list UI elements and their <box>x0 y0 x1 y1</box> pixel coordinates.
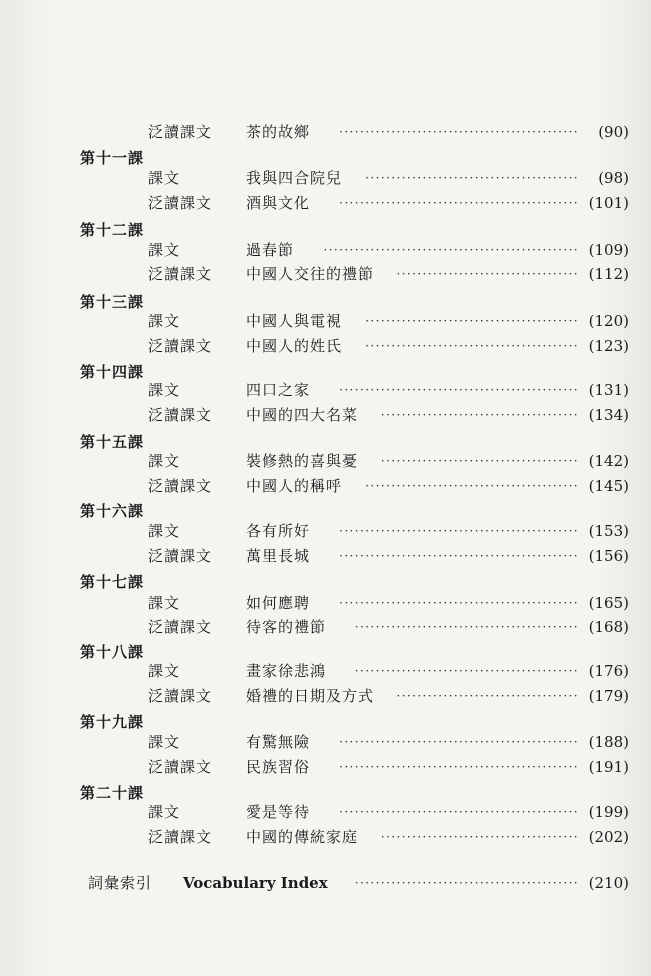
page-number: (176) <box>588 662 629 680</box>
leader-dots: ··········································· <box>354 876 579 890</box>
leader-dots: ·············································· <box>339 524 579 538</box>
leader-dots: ·············································· <box>339 760 579 774</box>
entry-kind: 泛讀課文 <box>148 265 213 283</box>
leader-dots: ·············································· <box>339 805 579 819</box>
entry-title: 中國人的姓氏 <box>246 337 343 355</box>
page-number: (123) <box>588 337 629 355</box>
entry-kind: 課文 <box>148 312 181 330</box>
page-number: (109) <box>588 241 629 259</box>
leader-dots: ··········································· <box>354 620 579 634</box>
page-number: (156) <box>588 547 629 565</box>
vocabulary-index-row[interactable] <box>0 871 651 895</box>
page-number: (179) <box>588 687 629 705</box>
entry-title: 中國的四大名菜 <box>246 406 359 424</box>
page-number: (101) <box>588 194 629 212</box>
page-number: (202) <box>588 828 629 846</box>
lesson-label: 第十七課 <box>80 573 145 591</box>
entry-kind: 課文 <box>148 169 181 187</box>
page-number: (90) <box>598 123 629 141</box>
toc-entry[interactable] <box>0 238 651 262</box>
leader-dots: ··································· <box>396 689 579 703</box>
vocabulary-index-cn: 詞彙索引 <box>88 874 153 892</box>
entry-kind: 泛讀課文 <box>148 828 213 846</box>
entry-title: 畫家徐悲鴻 <box>246 662 327 680</box>
toc-entry[interactable] <box>0 659 651 683</box>
page-number: (98) <box>598 169 629 187</box>
toc-entry[interactable] <box>0 309 651 333</box>
entry-kind: 泛讀課文 <box>148 123 213 141</box>
toc-entry[interactable] <box>0 825 651 849</box>
page-number: (142) <box>588 452 629 470</box>
entry-title: 待客的禮節 <box>246 618 327 636</box>
toc-entry[interactable] <box>0 474 651 498</box>
leader-dots: ········································· <box>365 314 579 328</box>
leader-dots: ······································ <box>380 408 579 422</box>
entry-title: 萬里長城 <box>246 547 311 565</box>
entry-kind: 泛讀課文 <box>148 406 213 424</box>
entry-title: 過春節 <box>246 241 295 259</box>
lesson-label: 第十三課 <box>80 293 145 311</box>
entry-title: 四口之家 <box>246 381 311 399</box>
entry-title: 我與四合院兒 <box>246 169 343 187</box>
page-number: (145) <box>588 477 629 495</box>
entry-kind: 課文 <box>148 662 181 680</box>
entry-kind: 課文 <box>148 241 181 259</box>
page-number: (120) <box>588 312 629 330</box>
toc-entry[interactable] <box>0 615 651 639</box>
lesson-label: 第十一課 <box>80 149 145 167</box>
entry-title: 裝修熱的喜與憂 <box>246 452 359 470</box>
page-number: (153) <box>588 522 629 540</box>
entry-kind: 泛讀課文 <box>148 337 213 355</box>
entry-kind: 課文 <box>148 381 181 399</box>
toc-entry[interactable] <box>0 378 651 402</box>
entry-kind: 課文 <box>148 733 181 751</box>
toc-entry[interactable] <box>0 519 651 543</box>
page-number: (165) <box>588 594 629 612</box>
toc-entry[interactable] <box>0 591 651 615</box>
leader-dots: ·············································· <box>339 735 579 749</box>
page-number: (188) <box>588 733 629 751</box>
toc-entry[interactable] <box>0 449 651 473</box>
leader-dots: ·············································· <box>339 549 579 563</box>
entry-title: 中國人與電視 <box>246 312 343 330</box>
entry-title: 婚禮的日期及方式 <box>246 687 375 705</box>
entry-title: 如何應聘 <box>246 594 311 612</box>
leader-dots: ········································· <box>365 171 579 185</box>
leader-dots: ·············································· <box>339 383 579 397</box>
lesson-label: 第十四課 <box>80 363 145 381</box>
entry-kind: 泛讀課文 <box>148 547 213 565</box>
toc-entry[interactable] <box>0 262 651 286</box>
leader-dots: ········································· <box>365 479 579 493</box>
vocabulary-index-en: Vocabulary Index <box>183 874 328 892</box>
entry-title: 中國的傳統家庭 <box>246 828 359 846</box>
entry-kind: 課文 <box>148 594 181 612</box>
toc-entry[interactable] <box>0 755 651 779</box>
page-number: (168) <box>588 618 629 636</box>
toc-entry[interactable] <box>0 191 651 215</box>
leader-dots: ········································· <box>365 339 579 353</box>
entry-title: 民族習俗 <box>246 758 311 776</box>
lesson-label: 第二十課 <box>80 784 145 802</box>
leader-dots: ··································· <box>396 267 579 281</box>
page-number: (131) <box>588 381 629 399</box>
toc-entry[interactable] <box>0 684 651 708</box>
lesson-label: 第十二課 <box>80 221 145 239</box>
leader-dots: ·············································· <box>339 196 579 210</box>
leader-dots: ··········································· <box>354 664 579 678</box>
entry-title: 中國人交往的禮節 <box>246 265 375 283</box>
entry-kind: 課文 <box>148 452 181 470</box>
page-number: (191) <box>588 758 629 776</box>
entry-kind: 泛讀課文 <box>148 618 213 636</box>
entry-title: 有驚無險 <box>246 733 311 751</box>
lesson-label: 第十五課 <box>80 433 145 451</box>
page-number: (199) <box>588 803 629 821</box>
page-number: (210) <box>588 874 629 892</box>
page-number: (112) <box>588 265 629 283</box>
toc-entry[interactable] <box>0 334 651 358</box>
toc-entry[interactable] <box>0 730 651 754</box>
toc-entry[interactable] <box>0 403 651 427</box>
entry-kind: 泛讀課文 <box>148 758 213 776</box>
toc-entry[interactable] <box>0 800 651 824</box>
leader-dots: ······································ <box>380 454 579 468</box>
entry-kind: 泛讀課文 <box>148 687 213 705</box>
toc-entry[interactable] <box>0 166 651 190</box>
entry-title: 酒與文化 <box>246 194 311 212</box>
entry-title: 中國人的稱呼 <box>246 477 343 495</box>
entry-title: 各有所好 <box>246 522 311 540</box>
toc-entry[interactable] <box>0 544 651 568</box>
leader-dots: ················································· <box>323 243 579 257</box>
leader-dots: ·············································· <box>339 596 579 610</box>
page-number: (134) <box>588 406 629 424</box>
lesson-label: 第十六課 <box>80 502 145 520</box>
toc-entry[interactable] <box>0 120 651 144</box>
lesson-label: 第十九課 <box>80 713 145 731</box>
leader-dots: ······································ <box>380 830 579 844</box>
leader-dots: ·············································· <box>339 125 579 139</box>
lesson-label: 第十八課 <box>80 643 145 661</box>
entry-kind: 泛讀課文 <box>148 477 213 495</box>
entry-kind: 泛讀課文 <box>148 194 213 212</box>
entry-title: 愛是等待 <box>246 803 311 821</box>
entry-kind: 課文 <box>148 522 181 540</box>
entry-title: 茶的故鄉 <box>246 123 311 141</box>
entry-kind: 課文 <box>148 803 181 821</box>
